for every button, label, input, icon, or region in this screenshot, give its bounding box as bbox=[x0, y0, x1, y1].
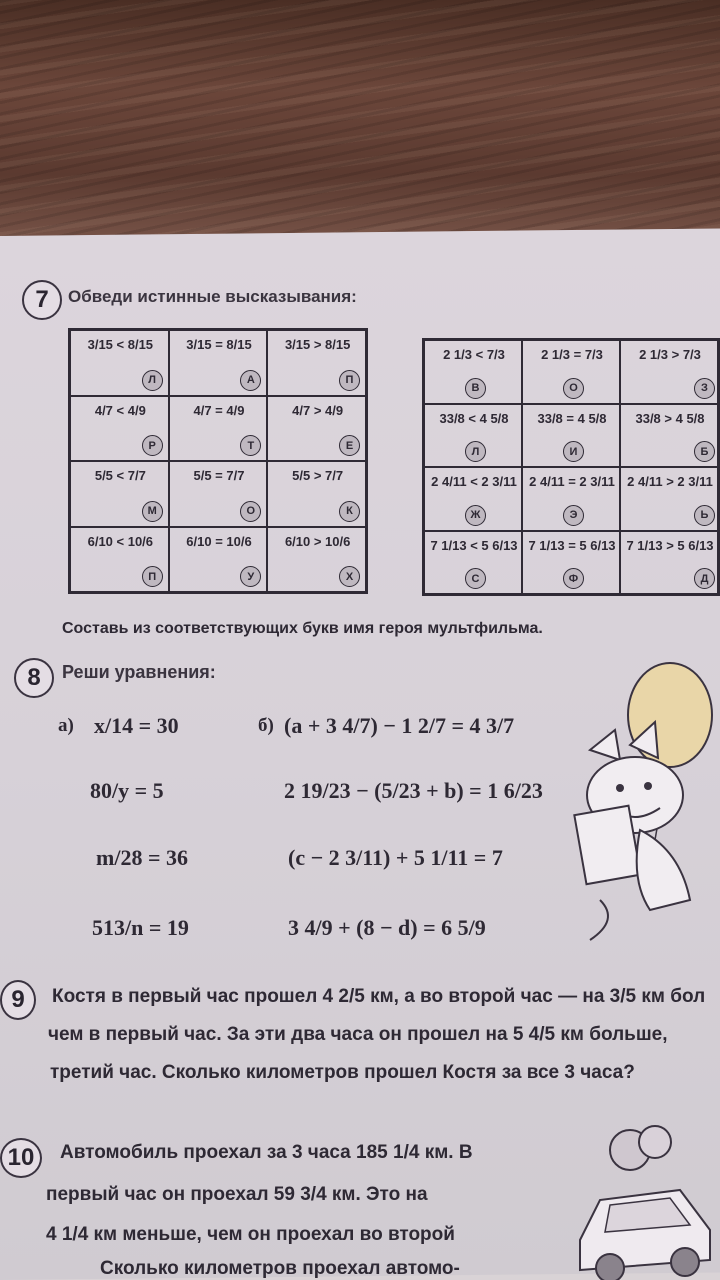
letter-badge: Т bbox=[240, 435, 261, 456]
task-8-number: 8 bbox=[14, 658, 54, 698]
letter-badge: П bbox=[142, 566, 163, 587]
letter-badge: П bbox=[339, 370, 360, 391]
inequality-expression: 33/8 < 4 5/8 bbox=[439, 410, 509, 426]
letter-badge: Е bbox=[339, 435, 360, 456]
right-grid-cell bbox=[620, 404, 718, 468]
inequality-expression: 2 1/3 < 7/3 bbox=[443, 347, 505, 362]
left-grid-cell bbox=[267, 330, 366, 396]
task-9-line-3: третий час. Сколько километров прошел Костя за все 3 часа? bbox=[50, 1062, 635, 1083]
right-grid-cell bbox=[424, 531, 522, 595]
inequality-expression: 7 1/13 < 5 6/13 bbox=[430, 537, 518, 553]
right-grid-cell bbox=[620, 467, 718, 531]
inequality-expression: 3/15 > 8/15 bbox=[284, 337, 351, 352]
left-grid-cell bbox=[169, 330, 268, 396]
task-8-label-a: а) bbox=[58, 715, 74, 736]
inequality-expression: 2 1/3 = 7/3 bbox=[541, 347, 603, 362]
inequality-expression: 2 4/11 > 2 3/11 bbox=[627, 474, 713, 489]
letter-badge: Ь bbox=[694, 505, 715, 526]
letter-badge: В bbox=[465, 378, 486, 399]
right-grid-cell bbox=[424, 340, 522, 404]
letter-badge: Б bbox=[694, 441, 715, 462]
left-grid-cell bbox=[169, 396, 268, 462]
task-9-number: 9 bbox=[0, 980, 36, 1020]
letter-badge: М bbox=[142, 501, 163, 522]
right-grid-cell bbox=[522, 531, 620, 595]
inequality-expression: 4/7 > 4/9 bbox=[292, 402, 344, 418]
left-grid-cell bbox=[169, 461, 268, 527]
task-10-line-1: Автомобиль проехал за 3 часа 185 1/4 км. В bbox=[60, 1142, 473, 1163]
inequality-expression: 3/15 < 8/15 bbox=[87, 337, 154, 352]
left-inequality-grid bbox=[68, 328, 368, 594]
letter-badge: О bbox=[563, 378, 584, 399]
equation-b-2: 2 19/23 − (5/23 + b) = 1 6/23 bbox=[284, 778, 543, 803]
inequality-expression: 5/5 > 7/7 bbox=[292, 468, 344, 483]
inequality-expression: 6/10 = 10/6 bbox=[186, 533, 252, 549]
inequality-expression: 33/8 > 4 5/8 bbox=[635, 410, 705, 426]
equation-a-1: x/14 = 30 bbox=[94, 713, 179, 738]
task-10-line-4: Сколько километров проехал автомо- bbox=[100, 1258, 460, 1279]
inequality-expression: 6/10 > 10/6 bbox=[284, 533, 351, 549]
equation-a-3: m/28 = 36 bbox=[96, 845, 188, 870]
inequality-expression: 4/7 < 4/9 bbox=[94, 402, 146, 418]
donkey-with-balloon-icon bbox=[560, 660, 720, 960]
car-icon bbox=[560, 1120, 720, 1280]
inequality-expression: 33/8 = 4 5/8 bbox=[537, 410, 607, 426]
equation-b-1: (a + 3 4/7) − 1 2/7 = 4 3/7 bbox=[284, 713, 515, 738]
letter-badge: З bbox=[694, 378, 715, 399]
task-9-line-1: Костя в первый час прошел 4 2/5 км, а во второй час — на 3/5 км бол bbox=[52, 986, 706, 1007]
letter-badge: О bbox=[240, 501, 261, 522]
letter-badge: Р bbox=[142, 435, 163, 456]
inequality-expression: 5/5 = 7/7 bbox=[193, 468, 245, 483]
right-grid-cell bbox=[522, 340, 620, 404]
task-9-line-2: чем в первый час. За эти два часа он прошел на 5 4/5 км больше, bbox=[48, 1024, 668, 1045]
inequality-expression: 3/15 = 8/15 bbox=[186, 337, 252, 352]
task-8-label-b: б) bbox=[258, 715, 274, 736]
left-grid-cell bbox=[70, 330, 169, 396]
right-grid-cell bbox=[424, 467, 522, 531]
right-inequality-grid bbox=[422, 338, 720, 596]
equation-b-3: (c − 2 3/11) + 5 1/11 = 7 bbox=[288, 845, 503, 870]
left-grid-cell bbox=[70, 461, 169, 527]
letter-badge: И bbox=[563, 441, 584, 462]
left-grid-cell bbox=[70, 396, 169, 462]
equation-a-4: 513/n = 19 bbox=[92, 915, 189, 940]
inequality-expression: 5/5 < 7/7 bbox=[94, 468, 146, 483]
task-10-line-3: 4 1/4 км меньше, чем он проехал во второй bbox=[46, 1224, 455, 1245]
inequality-expression: 2 4/11 = 2 3/11 bbox=[529, 474, 615, 489]
left-grid-cell bbox=[267, 396, 366, 462]
right-grid-cell bbox=[522, 404, 620, 468]
letter-badge: Д bbox=[694, 568, 715, 589]
letter-badge: Х bbox=[339, 566, 360, 587]
right-grid-cell bbox=[620, 340, 718, 404]
letter-badge: Ж bbox=[465, 505, 486, 526]
equation-b-4: 3 4/9 + (8 − d) = 6 5/9 bbox=[288, 915, 486, 940]
letter-badge: А bbox=[240, 370, 261, 391]
task-8-title: Реши уравнения: bbox=[62, 662, 216, 682]
letter-badge: У bbox=[240, 566, 261, 587]
right-grid-cell bbox=[522, 467, 620, 531]
inequality-expression: 4/7 = 4/9 bbox=[193, 402, 245, 418]
inequality-expression: 6/10 < 10/6 bbox=[87, 533, 154, 549]
task-7-instruction: Составь из соответствующих букв имя героя мультфильма. bbox=[62, 620, 543, 637]
task-7-number: 7 bbox=[22, 280, 62, 320]
left-grid-cell bbox=[267, 461, 366, 527]
right-grid-cell bbox=[424, 404, 522, 468]
letter-badge: Э bbox=[563, 505, 584, 526]
inequality-expression: 7 1/13 = 5 6/13 bbox=[528, 537, 616, 553]
left-grid-cell bbox=[70, 527, 169, 593]
letter-badge: С bbox=[465, 568, 486, 589]
inequality-expression: 2 1/3 > 7/3 bbox=[639, 347, 701, 362]
letter-badge: Ф bbox=[563, 568, 584, 589]
task-10-line-2: первый час он проехал 59 3/4 км. Это на bbox=[46, 1184, 428, 1205]
equation-a-2: 80/y = 5 bbox=[90, 778, 164, 803]
letter-badge: К bbox=[339, 501, 360, 522]
left-grid-cell bbox=[169, 527, 268, 593]
letter-badge: Л bbox=[465, 441, 486, 462]
right-grid-cell bbox=[620, 531, 718, 595]
task-7-title: Обведи истинные высказывания: bbox=[68, 287, 357, 306]
inequality-expression: 7 1/13 > 5 6/13 bbox=[626, 537, 714, 553]
task-10-number: 10 bbox=[0, 1138, 42, 1178]
letter-badge: Л bbox=[142, 370, 163, 391]
inequality-expression: 2 4/11 < 2 3/11 bbox=[431, 474, 517, 489]
left-grid-cell bbox=[267, 527, 366, 593]
